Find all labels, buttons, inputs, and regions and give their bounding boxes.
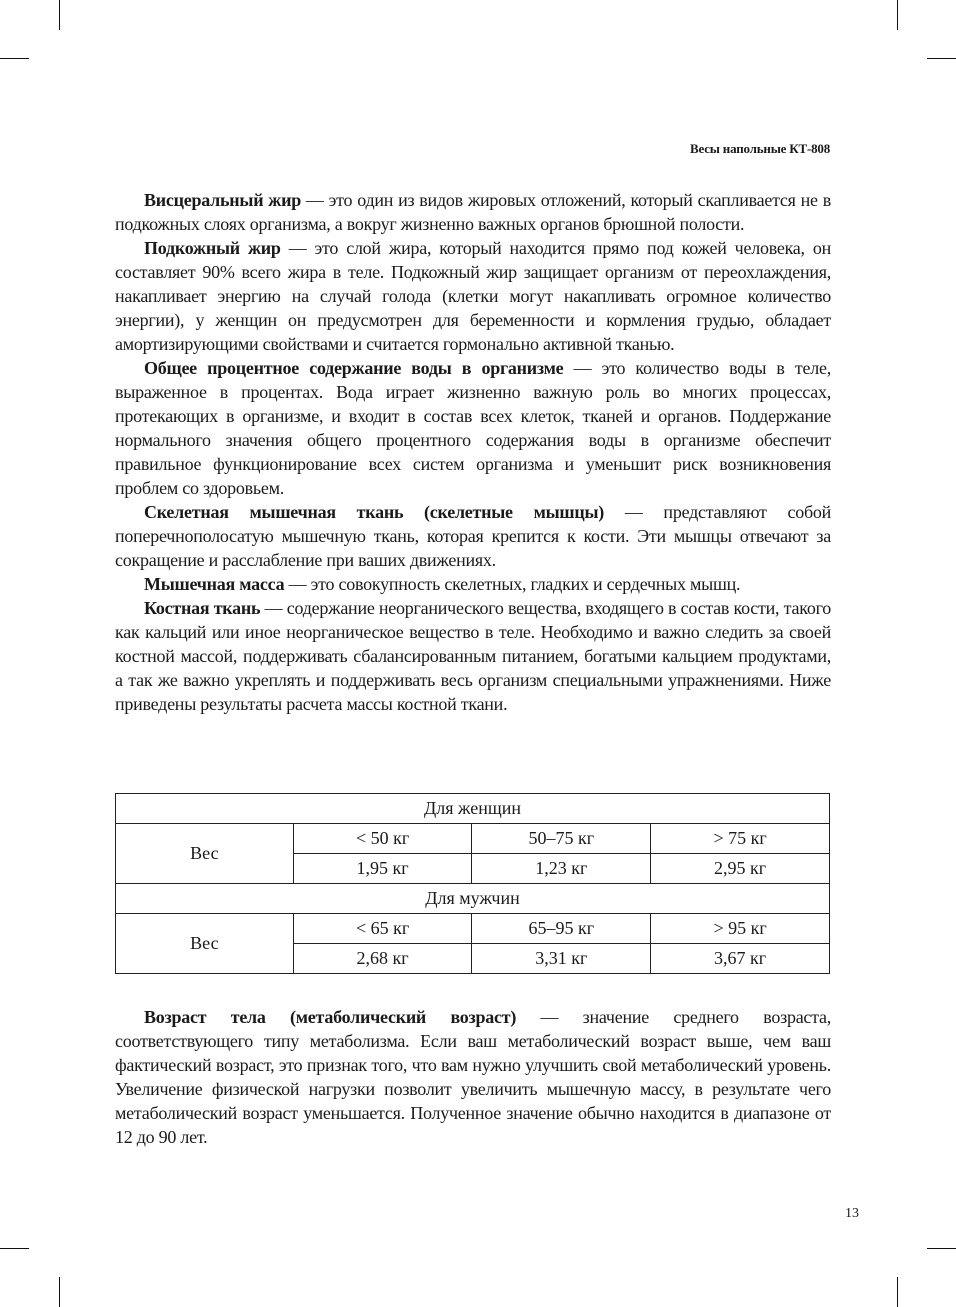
- term: Костная ткань: [144, 598, 261, 618]
- paragraph-skeletal-muscle: [115, 500, 831, 572]
- table-row: [116, 914, 830, 944]
- definition: — содержание неорганического вещества, входящего в состав кости, такого как кальций или иное неорганическое вещество в теле. Необходимо и важно следить за своей костной массой, поддерживать сбалансированным питанием, богатыми кальцием продуктами, а так же важно укреплять и поддерживать весь организм специальными упражнениями. Ниже приведены результаты расчета массы костной ткани.: [115, 598, 831, 714]
- running-header: Весы напольные КТ-808: [690, 141, 830, 156]
- row-label: Вес: [116, 824, 294, 884]
- bone-mass-value: 1,23 кг: [472, 854, 651, 884]
- table-row: [116, 824, 830, 854]
- paragraph-visceral-fat: [115, 188, 831, 236]
- term: Подкожный жир: [144, 238, 281, 258]
- crop-mark: [927, 58, 956, 59]
- bone-mass-value: 1,95 кг: [293, 854, 472, 884]
- definition: — это один из видов жировых отложений, который скапливается не в подкожных слоях организма, а вокруг жизненно важных органов брюшной полости.: [115, 190, 831, 234]
- paragraph-body-water: [115, 356, 831, 500]
- paragraph-subcutaneous-fat: [115, 236, 831, 356]
- bone-mass-value: 2,95 кг: [651, 854, 830, 884]
- definition: — это количество воды в теле, выраженное в процентах. Вода играет жизненно важную роль во многих процессах, протекающих в организме, и входит в состав всех клеток, тканей и органов. Поддержание нормального значения общего процентного содержания воды в организме обеспечит правильное функционирование всех систем организма и уменьшит риск возникновения проблем со здоровьем.: [115, 358, 831, 498]
- term: Возраст тела (метаболический возраст): [144, 1007, 517, 1027]
- table-section-header: [116, 884, 830, 914]
- weight-range: > 75 кг: [651, 824, 830, 854]
- definition: — представляют собой поперечнополосатую мышечную ткань, которая крепится к кости. Эти мышцы отвечают за сокращение и расслабление при ваших движениях.: [115, 502, 831, 570]
- term: Скелетная мышечная ткань (скелетные мышцы): [144, 502, 605, 522]
- weight-range: 50–75 кг: [472, 824, 651, 854]
- table-section-header: [116, 794, 830, 824]
- bone-mass-value: 2,68 кг: [293, 944, 472, 974]
- weight-range: > 95 кг: [651, 914, 830, 944]
- term: Висцеральный жир: [144, 190, 301, 210]
- definition: — значение среднего возраста, соответствующего типу метаболизма. Если ваш метаболический возраст выше, чем ваш фактический возраст, это признак того, что вам нужно улучшить свой метаболический уровень. Увеличение физической нагрузки позволит увеличить мышечную массу, в результате чего метаболический возраст уменьшается. Полученное значение обычно находится в диапазоне от 12 до 90 лет.: [115, 1007, 831, 1147]
- weight-range: < 65 кг: [293, 914, 472, 944]
- weight-range: 65–95 кг: [472, 914, 651, 944]
- paragraph-bone-tissue: [115, 596, 831, 716]
- paragraph-metabolic-age: [115, 1005, 831, 1149]
- term: Мышечная масса: [144, 574, 285, 594]
- page-number: 13: [845, 1206, 859, 1221]
- definition: — это совокупность скелетных, гладких и сердечных мышц.: [284, 574, 741, 594]
- crop-mark: [59, 1277, 60, 1307]
- term: Общее процентное содержание воды в организме: [144, 358, 564, 378]
- body-text: [115, 188, 831, 716]
- body-text-after-table: [115, 1005, 831, 1149]
- row-label: Вес: [116, 914, 294, 974]
- crop-mark: [0, 1248, 29, 1249]
- weight-range: < 50 кг: [293, 824, 472, 854]
- bone-mass-table: [115, 793, 830, 974]
- bone-mass-value: 3,67 кг: [651, 944, 830, 974]
- definition: — это слой жира, который находится прямо под кожей человека, он составляет 90% всего жира в теле. Подкожный жир защищает организм от переохлаждения, накапливает энергию на случай голода (клетки могут накапливать огромное количество энергии), у женщин он предусмотрен для беременности и кормления грудью, обладает амортизирующими свойствами и считается гормонально активной тканью.: [115, 238, 832, 354]
- women-header: Для женщин: [116, 794, 830, 824]
- men-header: Для мужчин: [116, 884, 830, 914]
- crop-mark: [927, 1248, 956, 1249]
- paragraph-muscle-mass: [115, 572, 831, 596]
- crop-mark: [897, 0, 898, 30]
- bone-mass-value: 3,31 кг: [472, 944, 651, 974]
- crop-mark: [897, 1277, 898, 1307]
- crop-mark: [0, 58, 29, 59]
- crop-mark: [59, 0, 60, 30]
